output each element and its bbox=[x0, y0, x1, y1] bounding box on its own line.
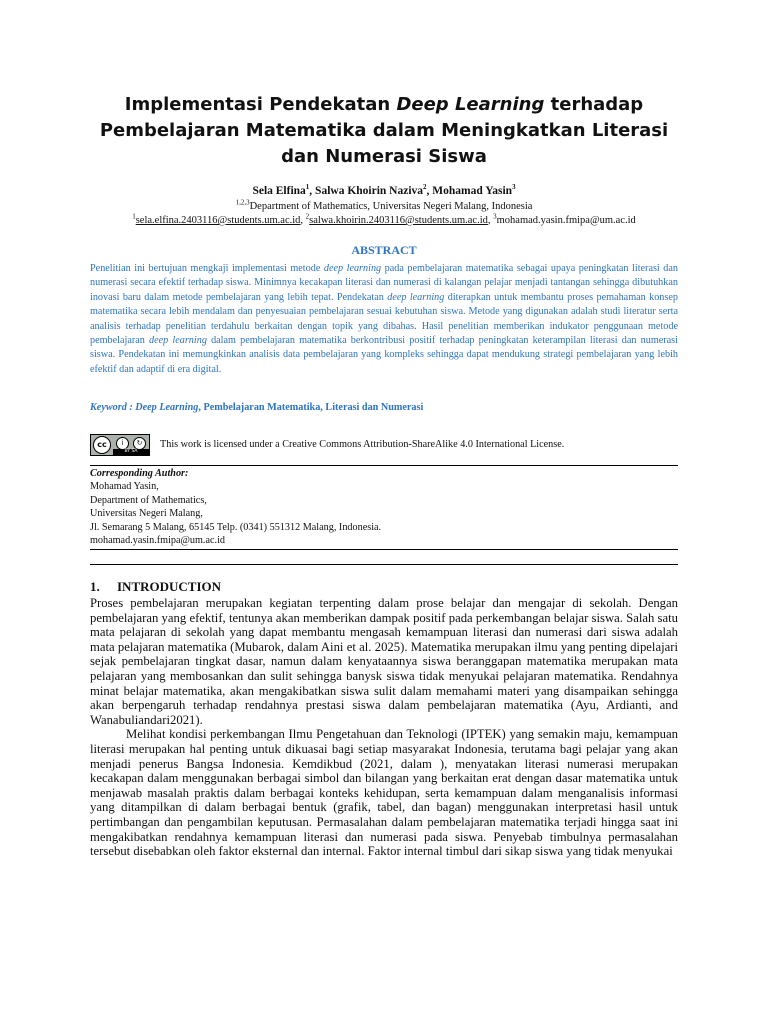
author-3: , Mohamad Yasin bbox=[426, 185, 513, 197]
author-3-sup: 3 bbox=[512, 183, 516, 192]
abstract-body bbox=[90, 262, 678, 377]
cc-by-sa-badge-icon[interactable] bbox=[90, 434, 150, 456]
corresponding-author bbox=[90, 467, 678, 547]
section-number: 1. bbox=[90, 579, 100, 594]
abstract-italic: deep learning bbox=[387, 291, 445, 303]
corresponding-line: Mohamad Yasin, bbox=[90, 481, 159, 493]
title-text-1: Implementasi Pendekatan bbox=[124, 94, 397, 115]
attribution-icon: i bbox=[116, 437, 129, 450]
section-heading bbox=[90, 579, 221, 595]
email-1-sup: 1 bbox=[132, 212, 136, 221]
affiliation bbox=[90, 198, 678, 212]
corresponding-line: Department of Mathematics, bbox=[90, 494, 207, 506]
license-text: This work is licensed under a Creative Commons Attribution-ShareAlike 4.0 International License. bbox=[160, 439, 565, 450]
email-1-link[interactable]: sela.elfina.2403116@students.um.ac.id bbox=[135, 215, 301, 226]
author-list bbox=[90, 185, 678, 197]
title-italic: Deep Learning bbox=[396, 94, 545, 115]
divider bbox=[90, 549, 678, 550]
corresponding-line: Jl. Semarang 5 Malang, 65145 Telp. (0341) 551312 Malang, Indonesia. bbox=[90, 521, 382, 533]
paragraph: Proses pembelajaran merupakan kegiatan terpenting dalam prose belajar dan mengajar di sekolah. Dengan pembelajaran yang efektif, tentunya akan memberikan dampak positif pada perkembangan belajar siswa. Salah satu mata pelajaran di sekolah yang dapat membantu mengasah kemampuan literasi dan numerasi dari siswa adalah mata pelajaran matematika (Mubarok, dalam Aini et al. 2025). Matematika merupakan ilmu yang penting dipelajari sejak pembelajaran tingkat dasar, namun dalam kenyataannya siswa beranggapan matematika merupakan mata pelajaran yang membosankan dan sulit sehingga banysk siswa tidak menyukai pelajaran matematika. Rendahnya minat belajar matematika, akan mengakibatkan siswa sulit dalam memahami materi yang disampaikan sehingga akan berpengaruh terhadap rendahnya prestasi siswa dalam pembelajaran matematika (Ayu, Ardianti, and Wanabuliandari2021). bbox=[90, 596, 678, 727]
affiliation-text: Department of Mathematics, Universitas Negeri Malang, Indonesia bbox=[249, 201, 533, 212]
paper-title bbox=[90, 92, 678, 170]
email-separator: , bbox=[487, 215, 494, 226]
abstract-text: dalam pembelajaran matematika berkontribusi positif terhadap peningkatan keterampilan literasi dan numerasi siswa. Pendekatan ini memungkinkan analisis data pembelajaran yang kompleks sehingga dapat mendukung strategi pembelajaran yang lebih efektif dan adaptif di era digital. bbox=[90, 335, 678, 375]
cc-icon: cc bbox=[93, 436, 111, 454]
email-separator: , bbox=[300, 215, 306, 226]
email-list bbox=[90, 212, 678, 226]
author-1-sup: 1 bbox=[305, 183, 310, 192]
paragraph: Melihat kondisi perkembangan Ilmu Pengetahuan dan Teknologi (IPTEK) yang semakin maju, kemampuan literasi merupakan hal penting untuk dikuasai bagi setiap masyarakat Indonesia, terutama bagi pelajar yang akan menjadi penerus Bangsa Indonesia. Kemdikbud (2021, dalam ), menyatakan literasi numerasi merupakan kecakapan dalam menggunakan berbagai simbol dan bilangan yang berkaitan erat dengan dasar matematika untuk menjawab masalah praktis dalam berbagai konteks kehidupan, serta kemampuan dalam menganalisis informasi yang ditampilkan di dalam berbagai bentuk (grafik, tabel, dan bagan) menggunakan interpretasi hasil untuk pertimbangan dan pengambilan keputusan. Permasalahan dalam pembelajaran matematika terjadi hingga saat ini mengakibatkan rendahnya kemampuan literasi dan numerasi pada siswa. Penyebab timbulnya permasalahan tersebut disebabkan oleh faktor eksternal dan internal. Faktor internal timbul dari sikap siswa yang tidak menyukai bbox=[90, 727, 678, 859]
corresponding-line: Universitas Negeri Malang, bbox=[90, 508, 203, 520]
email-3: mohamad.yasin.fmipa@um.ac.id bbox=[496, 215, 636, 226]
keyword-label: Keyword : Deep Learning bbox=[90, 402, 199, 413]
abstract-italic: deep learning bbox=[323, 263, 382, 274]
license-block bbox=[90, 434, 678, 458]
corresponding-label: Corresponding Author: bbox=[90, 468, 189, 479]
keyword-list: , Pembelajaran Matematika, Literasi dan Numerasi bbox=[198, 402, 424, 413]
abstract-text: pada pembelajaran matematika sebagai upaya peningkatan literasi dan numerasi secara efektif terhadap siswa. Minimnya kecakapan literasi dan numerasi di kalangan pelajar menjadi tantangan sehingga dibutuhkan inovasi baru dalam metode pembelajaran yang lebih tepat. Pendekatan bbox=[90, 263, 678, 303]
abstract-heading: ABSTRACT bbox=[351, 243, 417, 257]
email-2-link[interactable]: salwa.khoirin.2403116@students.um.ac.id bbox=[309, 215, 488, 226]
divider bbox=[90, 465, 678, 466]
author-1: Sela Elfina bbox=[252, 185, 306, 197]
divider bbox=[90, 564, 678, 565]
intro-body bbox=[90, 596, 678, 859]
author-2: , Salwa Khoirin Naziva bbox=[309, 185, 424, 197]
abstract-italic: deep learning bbox=[149, 335, 207, 347]
abstract-text: diterapkan untuk membantu proses pemahaman konsep matematika secara lebih mendalam dan penyesuaian pembelajaran sesuai kebutuhan siswa. Metode yang digunakan adalah studi literatur serta analisis terhadap penelitian terdahulu berkaitan dengan topik yang dibahas. Hasil penelitian memberikan indukator penggunaan metode pembelajaran bbox=[90, 291, 678, 347]
email-3-sup: 3 bbox=[493, 212, 497, 221]
title-text-2: terhadap Pembelajaran Matematika dalam Meningkatkan Literasi dan Numerasi Siswa bbox=[99, 94, 669, 167]
corresponding-email: mohamad.yasin.fmipa@um.ac.id bbox=[90, 535, 225, 547]
email-2-sup: 2 bbox=[305, 212, 310, 221]
affiliation-sup: 1,2,3 bbox=[235, 198, 250, 207]
badge-strip: BY SA bbox=[113, 449, 149, 455]
share-alike-icon: ↻ bbox=[133, 437, 146, 450]
section-title: INTRODUCTION bbox=[117, 579, 222, 594]
author-2-sup: 2 bbox=[423, 183, 427, 192]
abstract-text: Penelitian ini bertujuan mengkaji implementasi metode bbox=[90, 263, 324, 274]
keywords bbox=[90, 402, 678, 413]
